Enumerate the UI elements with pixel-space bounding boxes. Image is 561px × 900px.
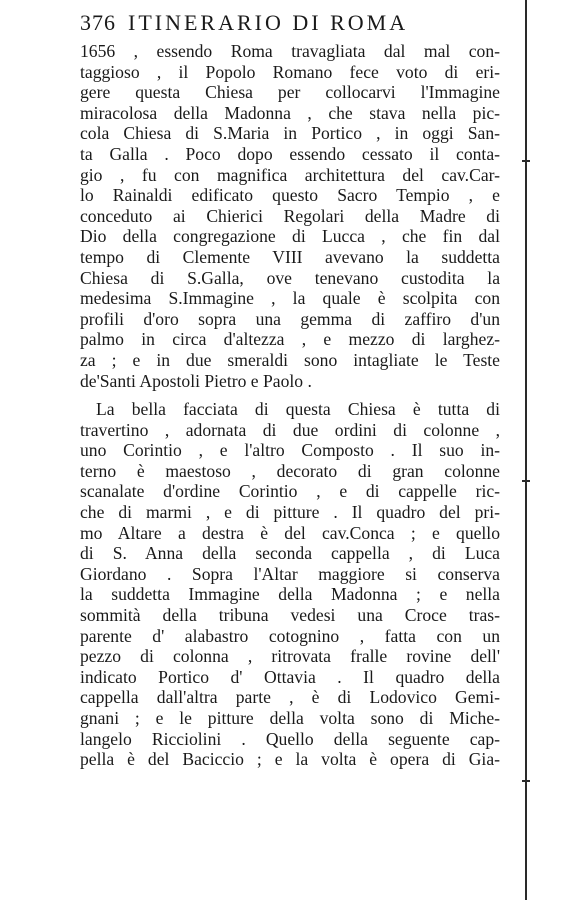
text-line: cappella dall'altra parte , è di Lodovico Gemi- [80,687,500,708]
text-line: uno Corintio , e l'altro Composto . Il suo in- [80,440,500,461]
text-line: Chiesa di S.Galla, ove tenevano custodita la [80,267,500,288]
page-header [80,10,500,42]
gutter-rule [525,0,527,900]
text-line: terno è maestoso , decorato di gran colonne [80,460,500,481]
gutter-stitch-mark [522,480,530,482]
text-line: gnani ; e le pitture della volta sono di Miche- [80,708,500,728]
text-line: la suddetta Immagine della Madonna ; e nella [80,584,500,605]
text-line: pezzo di colonna , ritrovata fralle rovine dell' [80,646,500,667]
text-line: langelo Ricciolini . Quello della seguente cap- [80,728,500,749]
text-line: di S. Anna della seconda cappella , di Luca [80,543,500,564]
text-line: mo Altare a destra è del cav.Conca ; e quello [80,522,500,543]
text-line: Dio della congregazione di Lucca , che fin dal [80,226,500,247]
text-line: travertino , adornata di due ordini di colonne , [80,419,500,440]
paragraph-gap [80,391,500,399]
gutter-stitch-mark [522,160,530,162]
text-line: gere questa Chiesa per collocarvi l'Immagine [80,82,500,103]
running-title: ITINERARIO DI ROMA [128,10,409,35]
text-line: pella è del Baciccio ; e la volta è opera di Gia- [80,749,500,770]
text-line: gio , fu con magnifica architettura del cav.Car- [80,164,500,185]
text-line: medesima S.Immagine , la quale è scolpita con [80,288,500,309]
text-line: che di marmi , e di pitture . Il quadro del pri- [80,502,500,523]
text-line: sommità della tribuna vedesi una Croce tras- [80,605,500,626]
text-line: taggioso , il Popolo Romano fece voto di eri- [80,61,500,82]
text-line: miracolosa della Madonna , che stava nella pic- [80,102,500,123]
text-line: La bella facciata di questa Chiesa è tutta di [96,399,500,420]
binding-gutter [519,0,533,900]
text-line: palmo in circa d'altezza , e mezzo di larghez- [80,329,500,350]
text-line: profili d'oro sopra una gemma di zaffiro d'un [80,308,500,329]
gutter-stitch-mark [522,780,530,782]
body-text [80,41,500,770]
text-line: parente d' alabastro cotognino , fatta con un [80,625,500,646]
text-line: scanalate d'ordine Corintio , e di cappelle ric- [80,481,500,502]
page-number: 376 [80,10,116,35]
text-line: Giordano . Sopra l'Altar maggiore si conserva [80,563,500,584]
text-line: cola Chiesa di S.Maria in Portico , in oggi San- [80,123,500,144]
text-line: ta Galla . Poco dopo essendo cessato il conta- [80,143,500,164]
text-line: lo Rainaldi edificato questo Sacro Tempio , e [80,185,500,206]
text-line: de'Santi Apostoli Pietro e Paolo . [80,370,312,391]
text-line: indicato Portico d' Ottavia . Il quadro della [80,666,500,687]
text-line: 1656 , essendo Roma travagliata dal mal con- [80,41,500,61]
text-line: za ; e in due smeraldi sono intagliate le Teste [80,349,500,370]
text-line: conceduto ai Chierici Regolari della Madre di [80,205,500,226]
text-line: tempo di Clemente VIII avevano la suddetta [80,246,500,267]
